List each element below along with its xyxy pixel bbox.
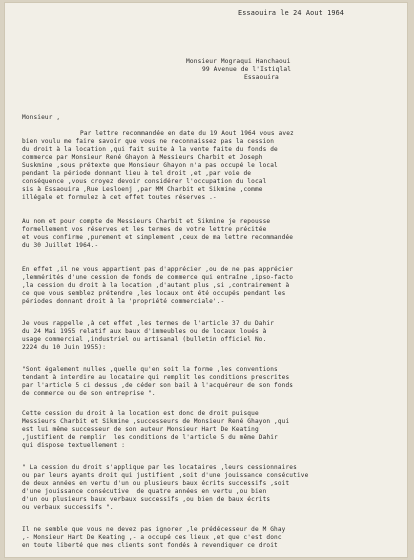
recipient-name: Monsieur Mograqui Hanchaoui (186, 58, 291, 65)
paragraph-line: et vous confirme ,purement et simplement ,ceux de ma lettre recommandée (22, 234, 294, 241)
quote-line: ou par leurs ayants droit qui justifient ,soit d'une jouissance consécutive (22, 472, 309, 479)
quote-line: de commerce ou de son entreprise ". (22, 390, 156, 397)
paragraph-line: Messieurs Charbit et Sikmine ,successeurs de Monsieur René Ghayon ,qui (22, 418, 290, 425)
paragraph-line: ,la cession du droit à la location ,d'autant plus ,si ,contrairement à (22, 282, 290, 289)
paragraph-line: du droit à la location ,qui fait suite à la vente faite du fonds de (22, 146, 278, 153)
quote-line: tendant à interdire au locataire qui remplit les conditions prescrites (22, 374, 290, 381)
paragraph-line: ,- Monsieur Hart De Keating ,- a occupé ces lieux ,et que c'est donc (22, 534, 282, 541)
paragraph-line: illégale et formulez à cet effet toutes réserves .- (22, 194, 217, 201)
quote-line: "Sont également nulles ,quelle qu'en soit la forme ,les conventions (22, 366, 278, 373)
paragraph-line: En effet ,il ne vous appartient pas d'apprécier ,ou de ne pas apprécier (22, 266, 294, 273)
paragraph-line: périodes donnant droit à la 'propriété commerciale'.- (22, 298, 225, 305)
paragraph-line: du 24 Mai 1955 relatif aux baux d'immeubles ou de locaux loués à (22, 328, 267, 335)
paragraph-line: sis à Essaouira ,Rue Lesloenj ,par MM Charbit et Sikmine ,comme (22, 186, 263, 193)
recipient-street: 99 Avenue de l'Istiqlal (202, 66, 292, 73)
paragraph-line: formellement vos réserves et les termes de votre lettre précitée (22, 226, 267, 233)
paragraph-line: bien voulu me faire savoir que vous ne reconnaissez pas la cession (22, 138, 275, 145)
paragraph-line: commerce par Monsieur René Ghayon à Messieurs Charbit et Joseph (22, 154, 263, 161)
paragraph-line: ,lemmérités d'une cession de fonds de commerce qui entraîne ,ipso-facto (22, 274, 294, 281)
paragraph-line: Suskmine ,sous prétexte que Monsieur Ghayon n'a pas occupé le local (22, 162, 278, 169)
paragraph-line: Je vous rappelle ,à cet effet ,les termes de l'article 37 du Dahir (22, 320, 275, 327)
salutation: Monsieur , (22, 114, 61, 121)
paragraph-line: Il ne semble que vous ne devez pas ignorer ,le prédécesseur de M Ghay (22, 526, 286, 533)
paragraph-line: ,justifient de remplir les conditions de l'article 5 du même Dahir (22, 434, 278, 441)
paragraph-line: conséquence ,vous croyez devoir considérer l'occupation du local (22, 178, 267, 185)
paragraph-line: Au nom et pour compte de Messieurs Charbit et Sikmine je repousse (22, 218, 271, 225)
quote-line: ou verbaux successifs ". (22, 504, 114, 511)
paragraph-line: est lui même successeur de son auteur Monsieur Hart De Keating (22, 426, 259, 433)
paragraph-line: ce que vous semblez prétendre ,les locaux ont été occupés pendant les (22, 290, 286, 297)
quote-line: de deux années en vertu d'un ou plusieurs baux écrits successifs ,soit (22, 480, 290, 487)
paragraph-line: Par lettre recommandée en date du 19 Aout 1964 vous avez (80, 130, 294, 137)
paragraph-line: qui dispose textuellement : (22, 442, 126, 449)
paragraph-line: usage commercial ,industriel ou artisanal (bulletin officiel No. (22, 336, 267, 343)
paragraph-line: 2224 du 10 Juin 1955): (22, 344, 107, 351)
quote-line: " La cession du droit s'applique par les locataires ,leurs cessionnaires (22, 464, 297, 471)
quote-line: par l'article 5 ci dessus ,de céder son bail à l'acquéreur de son fonds (22, 382, 294, 389)
dateline: Essaouira le 24 Aout 1964 (238, 9, 345, 17)
letter-page (4, 2, 408, 558)
paragraph-line: pendant la période donnant lieu à tel droit ,et ,par voie de (22, 170, 252, 177)
quote-line: d'une jouissance consécutive de quatre années en vertu ,ou bien (22, 488, 267, 495)
paragraph-line: en toute liberté que mes clients sont fondés à revendiquer ce droit (22, 542, 278, 549)
paragraph-line: du 30 Juillet 1964.- (22, 242, 99, 249)
paragraph-line: Cette cession du droit à la location est donc de droit puisque (22, 410, 259, 417)
quote-line: d'un ou plusieurs baux verbaux successifs ,ou bien de baux écrits (22, 496, 271, 503)
recipient-city: Essaouira (244, 74, 279, 81)
